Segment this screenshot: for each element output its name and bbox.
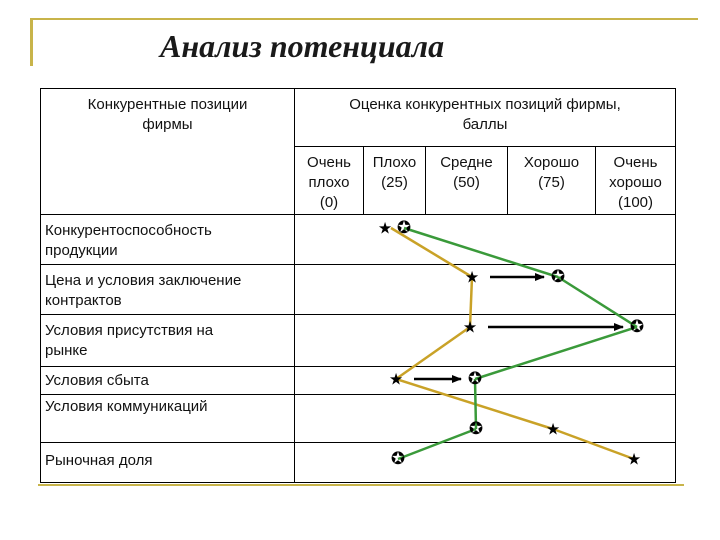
- row-label-sales-conditions-line1: Условия сбыта: [45, 372, 149, 389]
- circle-profile-lines: [398, 228, 637, 459]
- row-label-communications-line1: Условия коммуникаций: [45, 398, 208, 415]
- scale-very-good-line1: Очень: [613, 154, 658, 171]
- row-label-price-contracts-line1: Цена и условия заключение: [45, 272, 242, 289]
- scale-very-bad-line2: плохо: [308, 174, 350, 191]
- scale-very-good-line2: хорошо: [609, 174, 662, 191]
- scale-bad-line2: (25): [381, 174, 408, 191]
- slide-title: Анализ потенциала: [160, 28, 445, 64]
- circle-marker: ✪: [467, 369, 483, 389]
- row-label-market-presence-line1: Условия присутствия на: [45, 322, 214, 339]
- scale-very-good-line3: (100): [617, 194, 654, 211]
- star-line-segment: [396, 327, 470, 379]
- circle-marker: ✪: [550, 267, 566, 287]
- star-marker: ★: [377, 218, 393, 238]
- scale-bad-line1: Плохо: [372, 154, 417, 171]
- row-label-market-share-line1: Рыночная доля: [45, 452, 153, 469]
- circle-line-segment: [398, 429, 476, 459]
- circle-line-segment: [404, 228, 558, 277]
- scale-very-bad-line1: Очень: [307, 154, 351, 171]
- profile-markers: [378, 218, 644, 469]
- circle-line-segment: [475, 327, 637, 379]
- scale-average-line1: Средне: [440, 154, 493, 171]
- star-marker: ★: [545, 419, 561, 439]
- circle-marker: ✪: [468, 419, 484, 439]
- star-marker: ★: [462, 317, 478, 337]
- scale-good-line1: Хорошо: [523, 154, 580, 171]
- star-line-segment: [553, 429, 634, 459]
- star-marker: ★: [464, 267, 480, 287]
- scale-good-line2: (75): [538, 174, 565, 191]
- circle-line-segment: [558, 277, 637, 327]
- scale-average-line2: (50): [453, 174, 480, 191]
- circle-marker: ✪: [390, 449, 406, 469]
- row-label-market-presence-line2: рынке: [45, 342, 88, 359]
- improvement-arrows: [414, 277, 623, 379]
- row-label-product-competitiveness-line2: продукции: [45, 242, 118, 259]
- scale-very-bad-line3: (0): [319, 194, 339, 211]
- header-assessment-line2: баллы: [462, 116, 508, 133]
- circle-marker: ✪: [629, 317, 645, 337]
- star-marker: ★: [626, 449, 642, 469]
- circle-marker: ✪: [396, 218, 412, 238]
- header-positions-line1: Конкурентные позиции: [87, 96, 248, 113]
- header-assessment-line1: Оценка конкурентных позиций фирмы,: [349, 96, 621, 113]
- header-positions-line2: фирмы: [142, 116, 193, 133]
- star-marker: ★: [388, 369, 404, 389]
- row-label-price-contracts-line2: контрактов: [45, 292, 122, 309]
- row-label-product-competitiveness-line1: Конкурентоспособность: [45, 222, 212, 239]
